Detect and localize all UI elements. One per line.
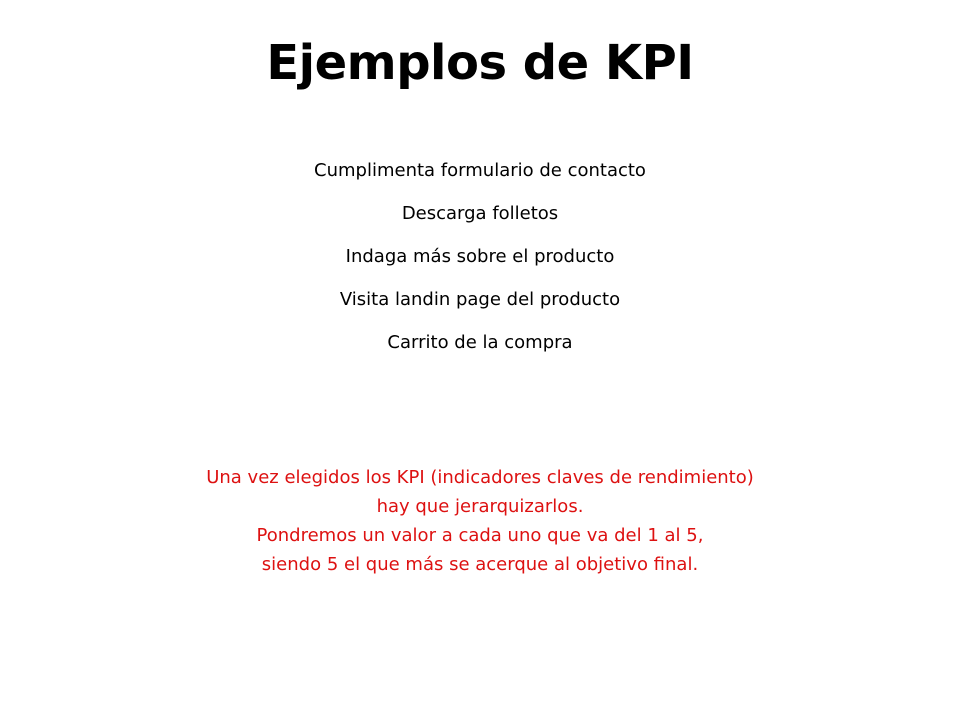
kpi-item-landing-page-visit: Visita landin page del producto (339, 289, 621, 310)
ranking-note-line: Pondremos un valor a cada uno que va del 1 al 5, (256, 525, 704, 546)
slide-title: Ejemplos de KPI (266, 35, 694, 91)
ranking-note-line: hay que jerarquizarlos. (376, 496, 584, 517)
kpi-item-download-brochures: Descarga folletos (401, 203, 559, 224)
ranking-note-line: siendo 5 el que más se acerque al objetivo final. (261, 554, 699, 575)
kpi-item-shopping-cart: Carrito de la compra (387, 332, 573, 353)
ranking-note-line: Una vez elegidos los KPI (indicadores claves de rendimiento) (206, 467, 754, 488)
kpi-item-product-inquiry: Indaga más sobre el producto (345, 246, 615, 267)
ranking-note (0, 463, 960, 579)
kpi-item-contact-form: Cumplimenta formulario de contacto (314, 160, 646, 181)
kpi-list (0, 154, 960, 369)
